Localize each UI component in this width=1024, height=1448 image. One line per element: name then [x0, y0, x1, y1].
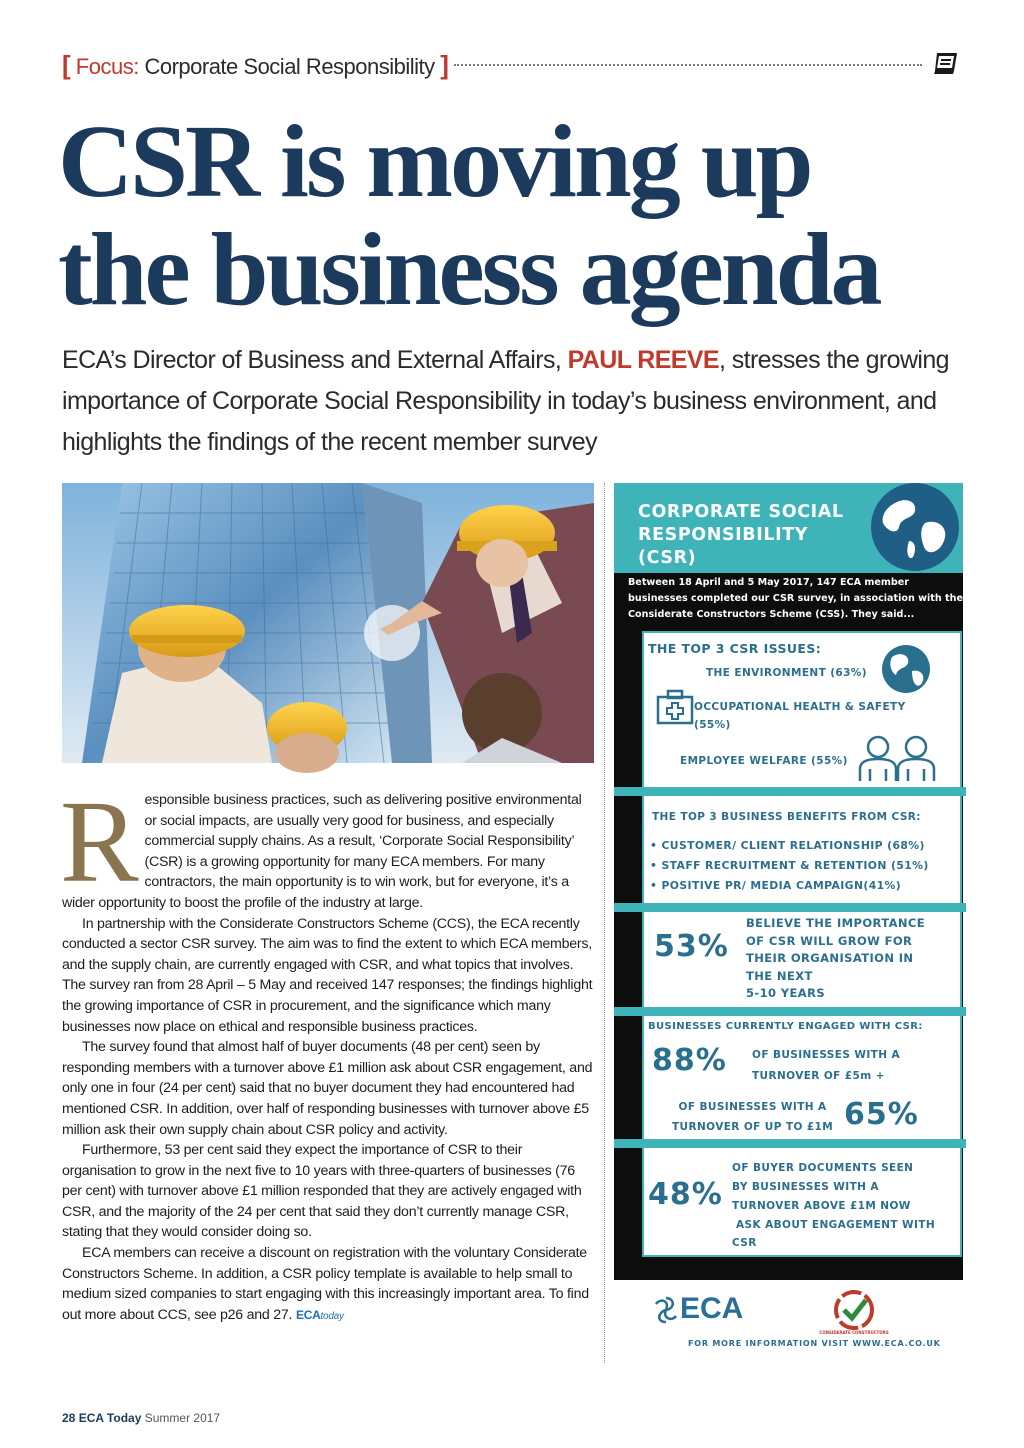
paragraph-1-text: esponsible business practices, such as delivering positive environmental or social impacts, are usually very good for business, and especially commercial supply chains. As a result, ‘Corporate Social Responsibility’ (CSR) is a growing opportunity for many ECA members. For many contractors, the main opportunity is to win work, but for everyone, it’s a wider opportunity to boost the profile of the industry at large. [62, 792, 582, 911]
page-footer [62, 1411, 220, 1425]
headline-line-2: the business agenda [58, 212, 880, 327]
earth-icon [880, 643, 932, 695]
teal-band-4 [614, 1139, 966, 1148]
focus-label: Focus: [75, 54, 139, 79]
issue-welfare: EMPLOYEE WELFARE (55%) [680, 755, 848, 767]
paragraph-2: In partnership with the Considerate Constructors Scheme (CCS), the ECA recently conducted a sector CSR survey. The aim was to find the extent to which ECA members, and the supply chain, are currently engaged with CSR, and what topics that involves. The survey ran from 28 April – 5 May and received 147 responses; the findings highlight the growing importance of CSR in procurement, and the significance which many businesses now place on ethical and responsible business practices. [62, 915, 593, 1035]
teal-band-1 [614, 787, 966, 796]
stat-65-line-1: OF BUSINESSES WITH A [678, 1101, 827, 1113]
csr-infographic [614, 483, 963, 1280]
dotted-rule [454, 64, 922, 66]
stat-65-value: 65% [844, 1097, 919, 1132]
teal-band-3 [614, 1007, 966, 1016]
stat-53-text [746, 915, 925, 1003]
eca-swirl-icon [650, 1294, 682, 1326]
ccs-logo-text: CONSIDERATE CONSTRUCTORS [819, 1330, 889, 1335]
stat-53-line-1: BELIEVE THE IMPORTANCE [746, 916, 926, 930]
paragraph-3: The survey found that almost half of buyer documents (48 per cent) seen by responding members with a turnover above £1 million ask about CSR engagement, and only one in four (24 per cent) said that no buyer document they had encountered had mentioned CSR. In addition, over half of responding businesses with turnover above £5 million ask their own supply chain about CSR policy and activity. [62, 1039, 593, 1138]
infographic-title [638, 501, 878, 570]
stat-53-line-2: OF CSR WILL GROW FOR [746, 933, 913, 948]
paragraph-5 [62, 1243, 594, 1327]
end-sign-sub: today [320, 1310, 344, 1322]
issue-ohs-line2: (55%) [694, 719, 731, 731]
teal-band-2 [614, 903, 966, 912]
infographic-title-line-1: CORPORATE SOCIAL [638, 502, 844, 522]
considerate-constructors-logo [819, 1286, 889, 1336]
stat-88-line-1: OF BUSINESSES WITH A [752, 1049, 900, 1061]
more-info-text: FOR MORE INFORMATION VISIT WWW.ECA.CO.UK [688, 1339, 941, 1348]
issue-date: Summer 2017 [144, 1411, 221, 1425]
open-bracket: [ [62, 50, 71, 80]
stat-53-value: 53% [654, 929, 729, 964]
issue-environment: THE ENVIRONMENT (63%) [706, 667, 867, 679]
first-aid-icon [656, 689, 694, 725]
infographic-panel [642, 631, 962, 1257]
end-sign-main: ECA [295, 1307, 321, 1322]
stat-53-line-4: THE NEXT [746, 968, 813, 983]
section-header [62, 44, 962, 84]
close-bracket: ] [440, 50, 449, 80]
stat-53-line-3: THEIR ORGANISATION IN [746, 951, 914, 965]
infographic-title-line-3: (CSR) [638, 548, 697, 568]
stat-48-line-3: TURNOVER ABOVE £1M NOW [732, 1200, 911, 1212]
headline [58, 104, 880, 327]
stat-53-line-5: 5-10 YEARS [746, 986, 826, 1000]
infographic-header [614, 483, 963, 573]
drop-cap: R [60, 776, 139, 907]
stat-48-line-5: CSR [732, 1237, 757, 1249]
headline-line-1: CSR is moving up [58, 104, 811, 219]
stat-88-line-2: TURNOVER OF £5m + [752, 1070, 885, 1082]
focus-topic: Corporate Social Responsibility [144, 54, 435, 79]
globe-icon [865, 483, 961, 579]
stat-88-text [752, 1045, 900, 1087]
benefit-2: • STAFF RECRUITMENT & RETENTION (51%) [650, 859, 929, 872]
author-name: PAUL REEVE [567, 346, 720, 374]
issue-ohs-line1: OCCUPATIONAL HEALTH & SAFETY [694, 701, 906, 713]
paragraph-1 [60, 776, 594, 914]
benefit-1: • CUSTOMER/ CLIENT RELATIONSHIP (68%) [650, 839, 925, 852]
issues-heading: THE TOP 3 CSR ISSUES: [648, 641, 822, 656]
page-number: 28 [62, 1411, 76, 1425]
column-divider [604, 483, 605, 1363]
stat-48-text [732, 1159, 935, 1235]
stat-48-value: 48% [648, 1177, 723, 1212]
stat-48-line-4: ASK ABOUT ENGAGEMENT WITH [736, 1219, 936, 1231]
standfirst [62, 340, 962, 463]
focus-tag [62, 50, 448, 81]
hero-photo [62, 483, 594, 763]
standfirst-rest: , stresses the growing importance of Corporate Social Responsibility in today’s business environment, and highlights the findings of the recent member survey [62, 346, 949, 456]
eca-logo: ECA [680, 1292, 744, 1325]
engaged-heading: BUSINESSES CURRENTLY ENGAGED WITH CSR: [648, 1021, 923, 1032]
infographic-title-line-2: RESPONSIBILITY [638, 525, 809, 545]
stat-88-value: 88% [652, 1043, 727, 1078]
employees-icon [854, 733, 940, 783]
stat-48-line-2: BY BUSINESSES WITH A [732, 1181, 879, 1193]
stat-48-line-1: OF BUYER DOCUMENTS SEEN [732, 1162, 914, 1174]
standfirst-intro: ECA’s Director of Business and External Affairs, [62, 346, 568, 374]
benefits-heading: THE TOP 3 BUSINESS BENEFITS FROM CSR: [652, 811, 921, 823]
stat-65-line-2: TURNOVER OF UP TO £1M [672, 1121, 834, 1133]
infographic-logos [614, 1284, 963, 1364]
paragraph-5-text: ECA members can receive a discount on registration with the voluntary Considerate Constructors Scheme. In addition, a CSR policy template is available to help small to medium sized companies to start engaging with this increasingly important area. To find out more about CCS, see p26 and 27. [62, 1245, 589, 1323]
construction-workers-illustration [62, 483, 594, 763]
publication-name: ECA Today [78, 1411, 142, 1425]
infographic-intro: Between 18 April and 5 May 2017, 147 ECA member businesses completed our CSR survey, in association with the Considerate Constructors Scheme (CSS). They said... [628, 577, 963, 620]
article-body [60, 776, 594, 1327]
paragraph-4: Furthermore, 53 per cent said they expect the importance of CSR to their organisation to grow in the next five to 10 years with three-quarters of businesses (76 per cent) with turnover above £1 million responded that they are actively engaged with CSR, and the majority of the 24 per cent that said they don’t currently manage CSR, stating that they would consider doing so. [62, 1142, 582, 1241]
end-sign-logo [296, 1308, 344, 1322]
stat-65-text [672, 1097, 833, 1137]
benefit-3: • POSITIVE PR/ MEDIA CAMPAIGN(41%) [650, 879, 902, 892]
book-icon [932, 50, 960, 76]
